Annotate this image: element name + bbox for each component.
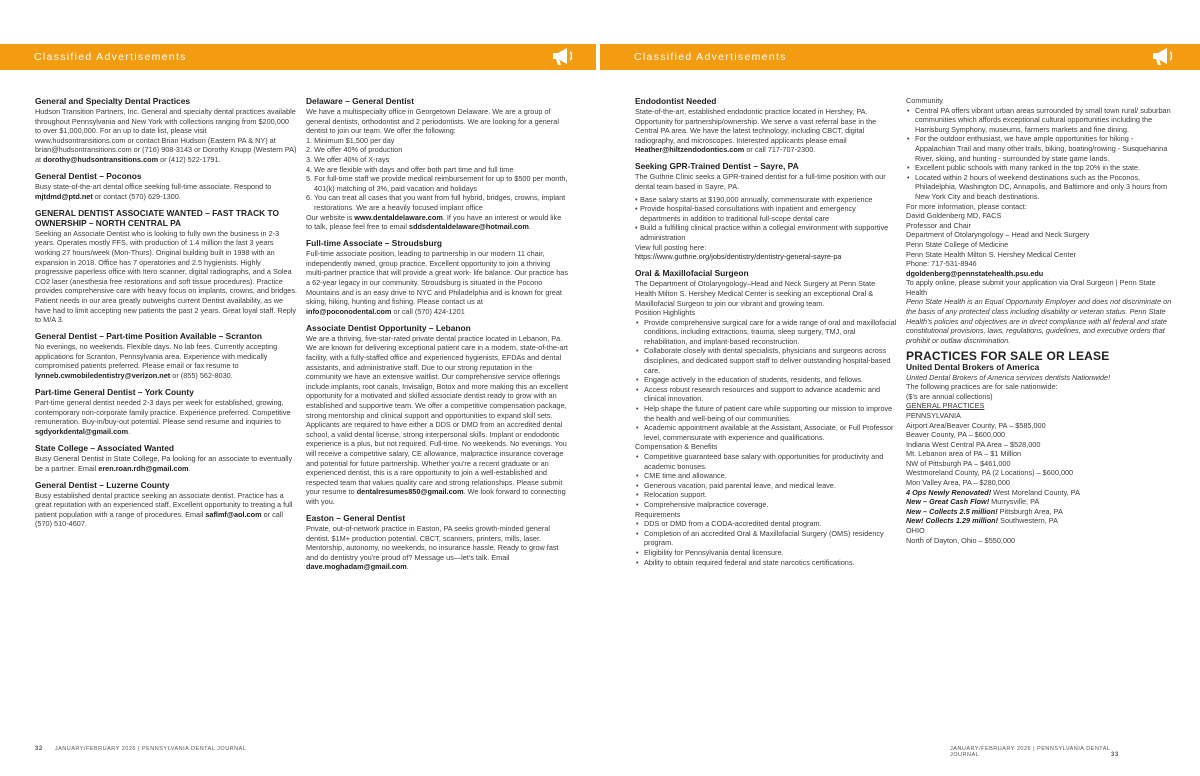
ad-body: The Guthrie Clinic seeks a GPR-trained dentist for a full-time position with our dental team based in Sayre, PA. <box>635 172 886 192</box>
listing-item: North of Dayton, Ohio – $550,000 <box>906 535 1016 545</box>
list-item: • Help shape the future of patient care while supporting our mission to improve the health and well-being of our communities. <box>635 404 897 423</box>
ad-stroudsburg <box>306 238 568 316</box>
ad-title: General Dentist – Luzerne County <box>35 479 170 490</box>
section-banner: Classified Advertisements <box>600 44 1200 70</box>
listing-item: Indiana West Central PA Area – $528,000 <box>906 439 1041 449</box>
contact-line: David Goldenberg MD, FACS <box>906 211 1002 221</box>
subheading: Community <box>906 96 943 105</box>
ad-title: State College – Associated Wanted <box>35 442 174 453</box>
footer-text: JANUARY/FEBRUARY 2026 | PENNSYLVANIA DENTAL JOURNAL <box>54 746 247 752</box>
community-section <box>906 96 1172 345</box>
contact-email-link[interactable]: dgoldenberg@pennstatehealth.psu.edu <box>906 268 1044 278</box>
ad-body-end: or call (570) 424-1201 <box>391 306 465 316</box>
contact-line: Penn State College of Medicine <box>906 239 1009 249</box>
list-item: • DDS or DMD from a CODA-accredited dental program. <box>635 519 897 529</box>
ad-email-link[interactable]: dorothy@hudsontransitions.com <box>43 154 159 164</box>
ad-body-end: or contact (570) 629-1300. <box>92 191 181 201</box>
ad-title: Delaware – General Dentist <box>306 96 414 106</box>
ad-body: Busy established dental practice seeking an associate dentist. Practice has a great reputation with an experienced staff. Excellent opportunity to treating a full patient population with a range of procedures. Email <box>35 490 293 519</box>
ad-email-link[interactable]: lynneb.cwmobiledentistry@verizon.net <box>35 370 171 380</box>
ad-body-end: . <box>406 562 409 572</box>
listing-item: Westmoreland County, PA (2 Locations) – $600,000 <box>906 468 1074 478</box>
ad-title: Endodontist Needed <box>635 96 717 106</box>
list-item: 6. You can treat all cases that you want from full hybrid, bridges, crowns, implant restorations. We are a heavily focused implant office <box>306 193 566 212</box>
list-item: • Collaborate closely with dental specialists, physicians and surgeons across disciplines, and dedicated support staff to deliver outstanding hospital-based care. <box>635 346 897 375</box>
benefit-list <box>635 195 897 243</box>
eeo-statement: Penn State Health is an Equal Opportunity Employer and does not discriminate on the basis of any protected class including disability or veteran status. Penn State Health's policies and objectives are in direct compliance with all federal and state constitutional provisions, laws, regulations, guidelines, and executive orders that prohibit or outlaw discrimination. <box>906 297 1172 345</box>
ad-poconos <box>35 171 297 201</box>
contact-line: Penn State Health Milton S. Hershey Medical Center <box>906 249 1076 259</box>
subheading: Position Highlights <box>635 308 696 318</box>
community-list <box>906 106 1172 202</box>
ad-email-link[interactable]: saflmf@aol.com <box>205 509 262 519</box>
ad-body-end: . <box>528 222 531 232</box>
list-item: 3. We offer 40% of X-rays <box>306 154 390 164</box>
footer-text: JANUARY/FEBRUARY 2026 | PENNSYLVANIA DENTAL JOURNAL <box>950 746 1111 758</box>
contact-line: Phone: 717-531-8946 <box>906 259 977 269</box>
ad-scranton <box>35 331 297 380</box>
ad-email-link[interactable]: eren.roan.rdh@gmail.com <box>98 463 189 473</box>
ad-luzerne <box>35 480 297 529</box>
ad-title: Easton – General Dentist <box>306 513 406 524</box>
section-banner: Classified Advertisements <box>0 44 596 70</box>
state-heading: OHIO <box>906 526 925 536</box>
list-item: • Engage actively in the education of students, residents, and fellows. <box>635 375 897 385</box>
ad-body: No evenings, no weekends. Flexible days. No lab fees. Currently accepting applications for Scranton, Pennsylvania area. Experience with medically compromised patients preferred. Please email or fax resume to <box>35 342 278 371</box>
ad-body: Full-time associate position, leading to partnership in our modern 11 chair, independently owned, group practice. Excellent opportunity to join a thriving multi-partner practice that will provide a great work- life balance. Our practice has a 62-year legacy in our community. Stroudsburg is situated in the Pocono Mountains and is an easy drive to NYC and Philadelphia and is known for great skiing, hiking, hunting and fishing. Please contact us at <box>306 249 568 307</box>
list-item: • Base salary starts at $190,000 annually, commensurate with experience <box>635 195 897 205</box>
list-item: 2. We offer 40% of production <box>306 145 403 155</box>
list-item: • Generous vacation, paid parental leave, and medical leave. <box>635 481 897 491</box>
ad-body: The Department of Otolaryngology–Head and Neck Surgery at Penn State Health Milton S. Hershey Medical Center is seeking an exceptional Oral & Maxillofacial Surgeon to join our vibrant and growing team. <box>635 279 876 308</box>
ad-title: General and Specialty Dental Practices <box>35 96 191 106</box>
ad-body-end: or call 717-707-2300. <box>744 145 816 155</box>
highlights-list <box>635 318 897 443</box>
ad-body-mid: . If you have an interest or would like to talk, please feel free to email <box>306 212 562 232</box>
broker-name: United Dental Brokers of America <box>906 361 1040 372</box>
ad-body: Hudson Transition Partners, Inc. General and specialty dental practices available throughout Pennsylvania and New York with collections ranging from $200,000 to over $1,000,000. For an up to date list, please visit www.hudsontransitions.com or contact Brian Hudson (Eastern PA & NY) at brian@hudsontransitions.com or (716) 908-3143 or Dorothy Knupp (Western PA) at <box>35 107 297 164</box>
section-heading: PRACTICES FOR SALE OR LEASE <box>906 348 1110 363</box>
contact-line: Professor and Chair <box>906 220 971 230</box>
list-item: • Central PA offers vibrant urban areas surrounded by small town rural/ suburban communities which affords exceptional cultural opportunities including the Harrisburg Symphony, museums, farmers markets and fine dining. <box>906 106 1172 135</box>
list-item: • Academic appointment available at the Assistant, Associate, or Full Professor level, commensurate with experience and qualifications. <box>635 423 897 442</box>
compensation-list <box>635 452 897 510</box>
apply-text: To apply online, please submit your application via Oral Surgeon | Penn State Health <box>906 278 1156 297</box>
page-number: 33 <box>1111 752 1119 758</box>
list-item: • Relocation support. <box>635 490 897 500</box>
ad-body-end: or (412) 522-1791. <box>158 154 221 164</box>
subheading: Compensation & Benefits <box>635 442 718 452</box>
ad-body: Busy General Dentist in State College, Pa looking for an associate to eventually be a partner. Email <box>35 453 293 473</box>
listing-item: Mt. Lebanon area of PA – $1 Million <box>906 449 1022 459</box>
page-footer <box>35 746 246 752</box>
ad-body: State-of-the-art, established endodontic practice located in Hershey, PA. Opportunity for partnership/ownership. We serve a vast referral base in the Central PA area. We have the latest technology, including CBCT, digital radiography, and microscopes. Interested applicants please email <box>635 107 877 145</box>
ad-body: Part-time general dentist needed 2-3 days per week for established, growing, contemporary non-corporate family practice. Experience preferred. Competitive remuneration. Buy-in/buy-out potential. Please send resume and inquiries to <box>35 398 291 427</box>
contact-intro: For more information, please contact: <box>906 201 1027 211</box>
list-item: • Provide comprehensive surgical care for a wide range of oral and maxillofacial conditions, including extractions, trauma, sleep surgery, TMJ, oral rehabilitation, and implant-based reconstruction. <box>635 318 897 347</box>
listing-item: Beaver County, PA – $600,000 <box>906 430 1006 440</box>
ad-title: Associate Dentist Opportunity – Lebanon <box>306 322 471 333</box>
listing-item: NW of Pittsburgh PA – $461,000 <box>906 458 1011 468</box>
ad-email-link[interactable]: dentalresumes850@gmail.com <box>356 487 464 497</box>
view-label: View full posting here: <box>635 242 707 252</box>
ad-body: We are a thriving, five-star-rated private dental practice located in Lebanon, Pa. We are known for delivering exceptional patient care in a modern, state-of-the-art facility, with a fully-staffed office and experienced hygienists, EFDAs and dental assistants, and administrative staff. Due to our strong reputation in the community we have an extensive waitlist. Our comprehensive service offerings include implants, root canals, Invisalign, Botox and more making this an excellent opportunity for a motivated and skilled associate dentist ready to grow with an established and supportive team. We offer a competitive compensation package, strong mentorship and clinical support and opportunities to expand skill sets. Applicants are required to have either a DDS or DMD from an accredited dental school, a valid dental license, strong interpersonal skills. Implant or endodontic experience is a plus, but not required. Full-time. No weekends. No evenings. You will receive a competitive salary, CE allowance, malpractice insurance coverage and potential for future partnership. Whether you're a recent graduate or an experienced dentist, this is a rare opportunity to join a well-established and respected team that values quality care and strong relationships. Please submit your resume to <box>306 333 569 497</box>
list-item: • Comprehensive malpractice coverage. <box>635 500 897 510</box>
list-item: • Provide hospital-based consultations with inpatient and emergency departments in addition to traditional full-scope dental care <box>635 204 897 223</box>
ad-body: Private, out-of-network practice in Easton, PA seeks growth-minded general dentist. $1M+ production potential. CBCT, scanners, printers, mills, laser. Mentorship, autonomy, no weekends, no insurance hassle. Ready to grow fast and do dentistry you're proud of? Message us—let's talk. Email <box>306 524 559 562</box>
page-footer <box>950 746 1200 758</box>
sale-intro: The following practices are for sale nationwide: <box>906 382 1058 392</box>
right-column-2 <box>906 96 1172 545</box>
list-item: 5. For full-time staff we provide medical reimbursement for up to $500 per month, 401(k) matching of 3%, paid vacation and holidays <box>306 174 568 193</box>
listing-item: Mon Valley Area, PA – $280,000 <box>906 478 1010 488</box>
ad-body: Busy state-of-the-art dental office seeking full-time associate. Respond to <box>35 182 272 192</box>
ad-body: We have a multispecialty office in Georgetown Delaware. We are a group of general dentists, orthodontist and 2 periodontists. We are looking for a general dentist to join our team. We offer the following: <box>306 107 559 136</box>
ad-body-end: . We look forward to connecting with you. <box>306 487 566 506</box>
list-item: • Ability to obtain required federal and state narcotics certifications. <box>635 558 897 568</box>
ad-title: Oral & Maxillofacial Surgeon <box>635 268 749 279</box>
left-column-2 <box>306 96 568 579</box>
ad-sayre <box>635 161 897 261</box>
ad-body-end: . <box>188 463 191 473</box>
ad-state-college <box>35 443 297 473</box>
ad-email-link[interactable]: dave.moghadam@gmail.com <box>306 562 407 572</box>
ad-delaware <box>306 96 568 232</box>
megaphone-icon <box>1150 43 1176 69</box>
sale-note: ($'s are annual collections) <box>906 391 993 401</box>
list-item: • Eligibility for Pennsylvania dental licensure. <box>635 548 897 558</box>
list-item: • Build a fulfilling clinical practice within a collegial environment with supportive administration <box>635 223 897 242</box>
listing-item: Airport Area/Beaver County, PA – $585,000 <box>906 420 1046 430</box>
ad-body: Our website is <box>306 212 355 222</box>
listing-item: New! Collects 1.29 million! Southwestern, PA <box>906 516 1058 526</box>
right-page <box>600 0 1200 776</box>
ad-body: Seeking an Associate Dentist who is looking to fully own the business in 2-3 years. Operates mostly FFS, with production of 1.4 million the last 3 years working 27 hours/week (Mon-Thurs). Original building built in 1998 with an expansion in 2018. Office has 7 operatories and 2.5 hygienists. Highly progressive paperless office with Itero scanner, digital radiographs, and a Solea CO2 laser (anesthesia free restorations and soft tissue procedures). Practice provides comprehensive care with heavy focus on implants, crowns, and bridges. Patient needs in our area greatly outweighs current Dentist availability, as we have had to limit accepting new patients the past 2 years. Great loyal staff. Reply to M/A 3. <box>35 228 298 325</box>
ad-endodontist <box>635 96 897 155</box>
offer-list <box>306 136 568 213</box>
list-item: 4. We are flexible with days and offer both part time and full time <box>306 164 514 174</box>
broker-tagline: United Dental Brokers of America services dentists Nationwide! <box>906 372 1111 382</box>
requirements-list <box>635 519 897 567</box>
left-column-1 <box>35 96 297 536</box>
ad-body-end: . <box>128 426 131 436</box>
page-number: 32 <box>35 746 43 752</box>
list-item: • Access robust research resources and support to advance academic and clinical innovation. <box>635 385 897 404</box>
listing-item: 4 Ops Newly Renovated! West Moreland County, PA <box>906 487 1080 497</box>
contact-line: Department of Otolaryngology – Head and Neck Surgery <box>906 230 1090 240</box>
list-item: • Completion of an accredited Oral & Maxillofacial Surgery (OMS) residency program. <box>635 529 897 548</box>
ad-email-link[interactable]: sgdyorkdental@gmail.com <box>35 426 129 436</box>
ad-easton <box>306 513 568 572</box>
ad-general-specialty <box>35 96 297 165</box>
listing-list <box>906 421 1172 527</box>
list-item: • Excellent public schools with many ranked in the top 20% in the state. <box>906 163 1172 173</box>
ad-body-end: or (855) 562-8030. <box>170 370 233 380</box>
megaphone-icon <box>550 43 576 69</box>
ad-title: Full-time Associate – Stroudsburg <box>306 238 443 249</box>
right-column-1 <box>635 96 897 574</box>
ad-york <box>35 387 297 436</box>
list-item: • Located within 2 hours of weekend destinations such as the Poconos, Philadelphia, Washington DC, Annapolis, and Baltimore and only 3 hours from New York City and beach destinations. <box>906 173 1172 202</box>
list-item: • For the outdoor enthusiast, we have ample opportunities for hiking - Appalachian Trail and many other trails, biking, boating/rowing - Susquehanna River, skiing, and hunting - surrounded by state game lands. <box>906 134 1172 163</box>
ad-email-link[interactable]: mjtdmd@ptd.net <box>35 191 93 201</box>
state-heading: PENNSYLVANIA <box>906 410 961 420</box>
website-link[interactable]: www.dentaldelaware.com <box>354 212 443 222</box>
subheading: Requirements <box>635 509 681 519</box>
listing-item: New – Great Cash Flow! Murrysville, PA <box>906 497 1040 507</box>
list-item: • CME time and allowance. <box>635 471 897 481</box>
ad-title: Part-time General Dentist – York County <box>35 387 194 398</box>
list-item: • Competitive guaranteed base salary with opportunities for productivity and academic bonuses. <box>635 452 897 471</box>
ad-email-link[interactable]: info@poconodental.com <box>306 306 392 316</box>
practices-for-sale <box>906 348 1172 545</box>
ad-lebanon <box>306 323 568 507</box>
ad-north-central <box>35 208 297 325</box>
ad-oral-surgeon <box>635 268 897 567</box>
category-heading: GENERAL PRACTICES <box>906 401 985 411</box>
list-item: 1. Minimum $1,500 per day <box>306 135 395 145</box>
posting-link[interactable]: https://www.guthrie.org/jobs/dentistry/dentistry-general-sayre-pa <box>635 252 842 262</box>
ad-title: General Dentist – Poconos <box>35 171 142 182</box>
ad-title: General Dentist – Part-time Position Available – Scranton <box>35 331 262 342</box>
ad-body-end: or call (570) 510-4607. <box>35 509 284 529</box>
ad-email-link[interactable]: sddsdentaldelaware@hotmail.com <box>409 222 529 232</box>
ad-title: Seeking GPR-Trained Dentist – Sayre, PA <box>635 161 799 172</box>
ad-title: GENERAL DENTIST ASSOCIATE WANTED – FAST TRACK TO OWNERSHIP – NORTH CENTRAL PA <box>35 207 279 228</box>
ad-email-link[interactable]: Heather@hiltzendodontics.com <box>635 145 745 155</box>
listing-item: New – Collects 2.5 million! Pittsburgh Area, PA <box>906 506 1063 516</box>
